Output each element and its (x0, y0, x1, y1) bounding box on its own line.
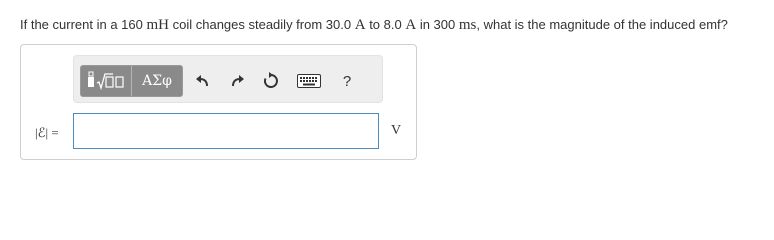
undo-arrow-icon (195, 73, 211, 89)
emf-magnitude-label: |ℰ| = (35, 125, 59, 140)
question-mid-2: to 8.0 (369, 17, 402, 32)
greek-symbols-button[interactable]: ΑΣφ (132, 66, 182, 96)
question-suffix: , what is the magnitude of the induced emf? (476, 17, 728, 32)
question-mid-3: in 300 (419, 17, 456, 32)
current-unit-2: A (405, 17, 417, 33)
math-toolbar (73, 55, 383, 103)
templates-radical-icon (86, 71, 126, 91)
question-text (20, 16, 760, 34)
help-button[interactable]: ? (342, 72, 352, 90)
redo-arrow-icon (229, 73, 245, 89)
question-mid-1: coil changes steadily from 30.0 (172, 17, 352, 32)
keyboard-button[interactable] (296, 70, 322, 92)
toolbar-button-group (80, 65, 183, 97)
question-prefix: If the current in a 160 (20, 17, 143, 32)
undo-button[interactable] (192, 70, 214, 92)
current-unit-1: A (354, 17, 366, 33)
answer-box (20, 44, 417, 160)
inductance-unit: mH (146, 17, 169, 33)
keyboard-icon (297, 74, 321, 88)
reset-button[interactable] (260, 70, 282, 92)
volt-unit-label: V (391, 123, 402, 138)
templates-button[interactable] (81, 66, 132, 96)
redo-button[interactable] (226, 70, 248, 92)
time-unit: ms (458, 17, 477, 33)
emf-answer-input[interactable] (73, 113, 379, 149)
reset-circular-icon (262, 72, 280, 90)
